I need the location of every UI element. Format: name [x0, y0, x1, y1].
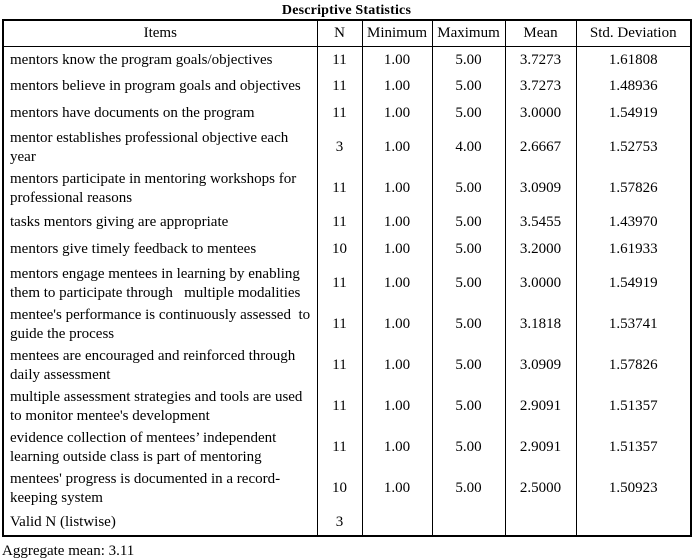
table-row: [3, 209, 691, 236]
minimum-cell: 1.00: [362, 386, 432, 427]
table-row: [3, 509, 691, 536]
std-deviation-cell: 1.48936: [576, 73, 691, 100]
mean-cell: 3.2000: [505, 236, 576, 263]
item-cell: mentors engage mentees in learning by enabling them to participate through multiple modalities: [3, 263, 317, 304]
n-cell: 11: [317, 304, 362, 345]
item-cell: mentors participate in mentoring workshops for professional reasons: [3, 168, 317, 209]
minimum-cell: 1.00: [362, 236, 432, 263]
std-deviation-cell: 1.50923: [576, 468, 691, 509]
item-cell: mentor establishes professional objective each year: [3, 127, 317, 168]
mean-cell: 3.7273: [505, 46, 576, 73]
item-cell: evidence collection of mentees’ independent learning outside class is part of mentoring: [3, 427, 317, 468]
maximum-cell: 5.00: [432, 304, 505, 345]
std-deviation-cell: 1.51357: [576, 427, 691, 468]
mean-cell: [505, 509, 576, 536]
table-row: [3, 427, 691, 468]
minimum-cell: 1.00: [362, 168, 432, 209]
std-deviation-cell: 1.53741: [576, 304, 691, 345]
item-cell: mentors have documents on the program: [3, 100, 317, 127]
mean-cell: 3.0000: [505, 263, 576, 304]
item-cell: mentee's performance is continuously assessed to guide the process: [3, 304, 317, 345]
maximum-cell: 5.00: [432, 168, 505, 209]
maximum-cell: 5.00: [432, 386, 505, 427]
table-row: [3, 127, 691, 168]
minimum-cell: 1.00: [362, 127, 432, 168]
mean-cell: 2.9091: [505, 386, 576, 427]
table-row: [3, 168, 691, 209]
n-cell: 11: [317, 168, 362, 209]
mean-cell: 3.0909: [505, 168, 576, 209]
item-cell: mentees' progress is documented in a record-keeping system: [3, 468, 317, 509]
n-cell: 10: [317, 468, 362, 509]
n-cell: 11: [317, 386, 362, 427]
minimum-cell: 1.00: [362, 100, 432, 127]
minimum-cell: 1.00: [362, 209, 432, 236]
mean-cell: 3.0000: [505, 100, 576, 127]
table-row: [3, 263, 691, 304]
minimum-cell: 1.00: [362, 304, 432, 345]
header-row: [3, 20, 691, 46]
table-row: [3, 46, 691, 73]
column-header-n: N: [317, 20, 362, 46]
maximum-cell: 5.00: [432, 468, 505, 509]
minimum-cell: [362, 509, 432, 536]
mean-cell: 3.7273: [505, 73, 576, 100]
table-row: [3, 304, 691, 345]
std-deviation-cell: 1.61808: [576, 46, 691, 73]
column-header-minimum: Minimum: [362, 20, 432, 46]
n-cell: 11: [317, 427, 362, 468]
std-deviation-cell: 1.54919: [576, 100, 691, 127]
page-title: Descriptive Statistics: [281, 3, 412, 18]
n-cell: 11: [317, 209, 362, 236]
n-cell: 11: [317, 263, 362, 304]
minimum-cell: 1.00: [362, 468, 432, 509]
n-cell: 3: [317, 509, 362, 536]
mean-cell: 3.1818: [505, 304, 576, 345]
mean-cell: 3.0909: [505, 345, 576, 386]
n-cell: 11: [317, 73, 362, 100]
n-cell: 11: [317, 46, 362, 73]
std-deviation-cell: 1.61933: [576, 236, 691, 263]
minimum-cell: 1.00: [362, 345, 432, 386]
std-deviation-cell: 1.57826: [576, 345, 691, 386]
maximum-cell: 5.00: [432, 73, 505, 100]
mean-cell: 2.9091: [505, 427, 576, 468]
maximum-cell: 5.00: [432, 263, 505, 304]
descriptive-statistics-table: [2, 19, 692, 537]
std-deviation-cell: 1.43970: [576, 209, 691, 236]
maximum-cell: [432, 509, 505, 536]
minimum-cell: 1.00: [362, 263, 432, 304]
item-cell: mentors believe in program goals and objectives: [3, 73, 317, 100]
table-row: [3, 236, 691, 263]
column-header-std-deviation: Std. Deviation: [576, 20, 691, 46]
std-deviation-cell: [576, 509, 691, 536]
item-cell: Valid N (listwise): [3, 509, 317, 536]
table-row: [3, 100, 691, 127]
table-row: [3, 73, 691, 100]
table-body: [3, 46, 691, 536]
n-cell: 11: [317, 345, 362, 386]
table-row: [3, 468, 691, 509]
n-cell: 10: [317, 236, 362, 263]
n-cell: 3: [317, 127, 362, 168]
n-cell: 11: [317, 100, 362, 127]
item-cell: tasks mentors giving are appropriate: [3, 209, 317, 236]
minimum-cell: 1.00: [362, 73, 432, 100]
maximum-cell: 5.00: [432, 345, 505, 386]
maximum-cell: 5.00: [432, 427, 505, 468]
mean-cell: 2.6667: [505, 127, 576, 168]
maximum-cell: 5.00: [432, 236, 505, 263]
item-cell: mentors give timely feedback to mentees: [3, 236, 317, 263]
mean-cell: 2.5000: [505, 468, 576, 509]
column-header-items: Items: [3, 20, 317, 46]
table-row: [3, 345, 691, 386]
mean-cell: 3.5455: [505, 209, 576, 236]
maximum-cell: 5.00: [432, 209, 505, 236]
column-header-maximum: Maximum: [432, 20, 505, 46]
minimum-cell: 1.00: [362, 46, 432, 73]
item-cell: mentees are encouraged and reinforced through daily assessment: [3, 345, 317, 386]
std-deviation-cell: 1.57826: [576, 168, 691, 209]
table-header: [3, 20, 691, 46]
std-deviation-cell: 1.51357: [576, 386, 691, 427]
maximum-cell: 4.00: [432, 127, 505, 168]
item-cell: mentors know the program goals/objectives: [3, 46, 317, 73]
aggregate-mean-note: Aggregate mean: 3.11: [2, 543, 135, 559]
minimum-cell: 1.00: [362, 427, 432, 468]
maximum-cell: 5.00: [432, 46, 505, 73]
table-row: [3, 386, 691, 427]
column-header-mean: Mean: [505, 20, 576, 46]
std-deviation-cell: 1.54919: [576, 263, 691, 304]
std-deviation-cell: 1.52753: [576, 127, 691, 168]
item-cell: multiple assessment strategies and tools are used to monitor mentee's development: [3, 386, 317, 427]
maximum-cell: 5.00: [432, 100, 505, 127]
